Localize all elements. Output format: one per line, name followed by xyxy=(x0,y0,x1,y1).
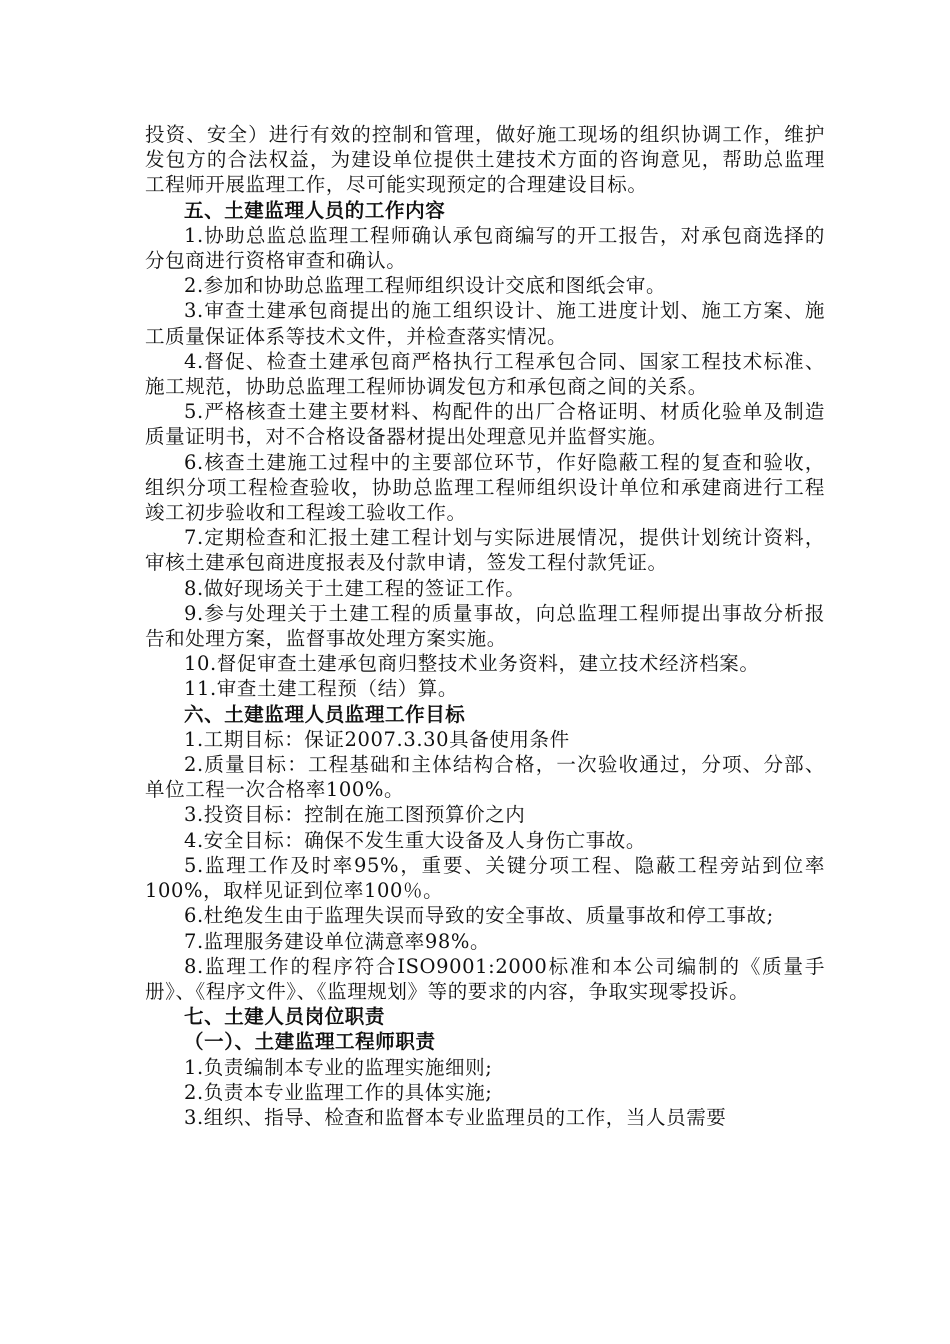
section-5-item-6: 6.核查土建施工过程中的主要部位环节，作好隐蔽工程的复查和验收，组织分项工程检查验收，协助总监理工程师组织设计单位和承建商进行工程竣工初步验收和工程竣工验收工作。 xyxy=(145,450,825,525)
section-6-item-8: 8.监理工作的程序符合ISO9001:2000标准和本公司编制的《质量手册》、《程序文件》、《监理规划》等的要求的内容，争取实现零投诉。 xyxy=(145,954,825,1003)
section-5-item-8: 8.做好现场关于土建工程的签证工作。 xyxy=(184,576,526,600)
intro-paragraph: 投资、安全）进行有效的控制和管理，做好施工现场的组织协调工作，维护发包方的合法权益，为建设单位提供土建技术方面的咨询意见，帮助总监理工程师开展监理工作，尽可能实现预定的合理建设目标。 xyxy=(145,123,825,197)
section-5-item-7: 7.定期检查和汇报土建工程计划与实际进展情况，提供计划统计资料，审核土建承包商进度报表及付款申请，签发工程付款凭证。 xyxy=(145,526,825,575)
section-6-item-3: 3.投资目标：控制在施工图预算价之内 xyxy=(184,803,526,827)
section-6-item-4: 4.安全目标：确保不发生重大设备及人身伤亡事故。 xyxy=(184,828,647,852)
section-5-item-11: 11.审查土建工程预（结）算。 xyxy=(184,677,459,701)
section-5-item-2: 2.参加和协助总监理工程师组织设计交底和图纸会审。 xyxy=(184,274,667,298)
section-5-item-9: 9.参与处理关于土建工程的质量事故，向总监理工程师提出事故分析报告和处理方案，监督事故处理方案实施。 xyxy=(145,601,825,651)
section-7-item-3: 3.组织、指导、检查和监督本专业监理员的工作，当人员需要 xyxy=(184,1105,727,1129)
section-6-heading: 六、土建监理人员监理工作目标 xyxy=(184,702,466,726)
section-6-item-6: 6.杜绝发生由于监理失误而导致的安全事故、质量事故和停工事故; xyxy=(184,904,774,928)
section-6-item-5: 5.监理工作及时率95%，重要、关键分项工程、隐蔽工程旁站到位率100%，取样见证到位率100％。 xyxy=(145,853,825,903)
section-5-item-4: 4.督促、检查土建承包商严格执行工程承包合同、国家工程技术标准、施工规范，协助总监理工程师协调发包方和承包商之间的关系。 xyxy=(145,349,825,399)
section-5-item-5: 5.严格核查土建主要材料、构配件的出厂合格证明、材质化验单及制造质量证明书，对不合格设备器材提出处理意见并监督实施。 xyxy=(145,400,825,449)
section-7-item-2: 2.负责本专业监理工作的具体实施; xyxy=(184,1080,493,1104)
section-5-item-10: 10.督促审查土建承包商归整技术业务资料，建立技术经济档案。 xyxy=(184,652,760,676)
section-7-item-1: 1.负责编制本专业的监理实施细则; xyxy=(184,1055,493,1079)
document-body xyxy=(145,122,825,1130)
section-6-item-1: 1.工期目标：保证2007.3.30具备使用条件 xyxy=(184,727,570,751)
section-5-item-1: 1.协助总监总监理工程师确认承包商编写的开工报告，对承包商选择的分包商进行资格审查和确认。 xyxy=(145,223,825,273)
section-6-item-2: 2.质量目标：工程基础和主体结构合格，一次验收通过，分项、分部、单位工程一次合格率100%。 xyxy=(145,753,825,802)
section-7-subheading: （一）、土建监理工程师职责 xyxy=(184,1030,436,1054)
section-6-item-7: 7.监理服务建设单位满意率98%。 xyxy=(184,929,491,953)
section-7-heading: 七、土建人员岗位职责 xyxy=(184,1005,386,1029)
section-5-heading: 五、土建监理人员的工作内容 xyxy=(184,198,446,222)
section-5-item-3: 3.审查土建承包商提出的施工组织设计、施工进度计划、施工方案、施工质量保证体系等技术文件，并检查落实情况。 xyxy=(145,299,825,348)
